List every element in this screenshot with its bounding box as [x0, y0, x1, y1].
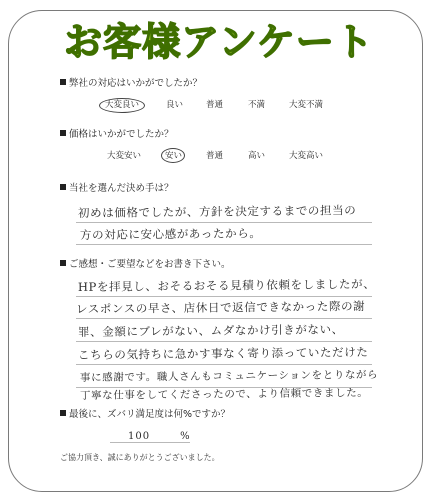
q1-option: 大変良い [105, 100, 140, 110]
answer-line [76, 341, 372, 342]
handwritten-answer-line: こちらの気持ちに急かす事なく寄り添っていただけた [77, 344, 369, 362]
q2-option: 普通 [206, 151, 224, 161]
q2-option: 高い [248, 151, 266, 161]
q1-option: 普通 [206, 100, 224, 110]
question-4-label: ご感想・ご要望などをお書き下さい。 [69, 259, 231, 270]
question-1 [60, 78, 202, 90]
question-3 [60, 183, 174, 195]
handwritten-answer-line: HPを拝見し、おそるおそる見積り依頼をしましたが、 [77, 276, 376, 294]
question-2 [60, 129, 174, 141]
question-4 [60, 259, 231, 271]
q1-option: 大変不満 [289, 100, 324, 110]
answer-line [76, 364, 372, 365]
satisfaction-value: 100 [128, 431, 151, 442]
q1-option: 不満 [248, 100, 266, 110]
bullet-square-icon [60, 130, 66, 136]
handwritten-answer-line: 初めは価格でしたが、方針を決定するまでの担当の [77, 203, 357, 220]
answer-line [110, 442, 190, 443]
question-1-label: 弊社の対応はいかがでしたか？ [69, 78, 203, 89]
answer-line [76, 222, 372, 223]
handwritten-answer-line: 罪、金額にブレがない、ムダなかけ引きがない、 [77, 322, 344, 339]
handwritten-answer-line: レスポンスの早さ、店休日で返信できなかった際の謝 [75, 298, 366, 316]
q1-option: 良い [166, 100, 184, 110]
bullet-square-icon [60, 410, 66, 416]
bullet-square-icon [60, 184, 66, 190]
bullet-square-icon [60, 260, 66, 266]
answer-line [76, 318, 372, 319]
question-3-label: 当社を選んだ決め手は？ [69, 183, 174, 194]
bullet-square-icon [60, 79, 66, 85]
q2-option: 安い [165, 151, 183, 161]
question-5-label: 最後に、ズバリ満足度は何%ですか？ [69, 409, 231, 420]
survey-title: お客様アンケート [64, 20, 374, 64]
handwritten-answer-line: 事に感謝です。職人さんもコミュニケーションをとりながら [79, 368, 379, 384]
handwritten-answer-line: 方の対応に安心感があったから。 [79, 226, 262, 242]
answer-line [76, 244, 372, 245]
q2-option: 大変高い [289, 151, 324, 161]
q2-option: 大変安い [107, 151, 142, 161]
satisfaction-answer [128, 431, 191, 442]
question-2-label: 価格はいかがでしたか？ [69, 129, 174, 140]
question-5 [60, 409, 230, 421]
handwritten-answer-line: 丁寧な仕事をしてくださったので、より信頼できました。 [79, 386, 369, 402]
answer-line [76, 296, 372, 297]
thanks-message: ご協力頂き、誠にありがとうございました。 [60, 453, 220, 462]
satisfaction-unit: % [180, 431, 191, 442]
